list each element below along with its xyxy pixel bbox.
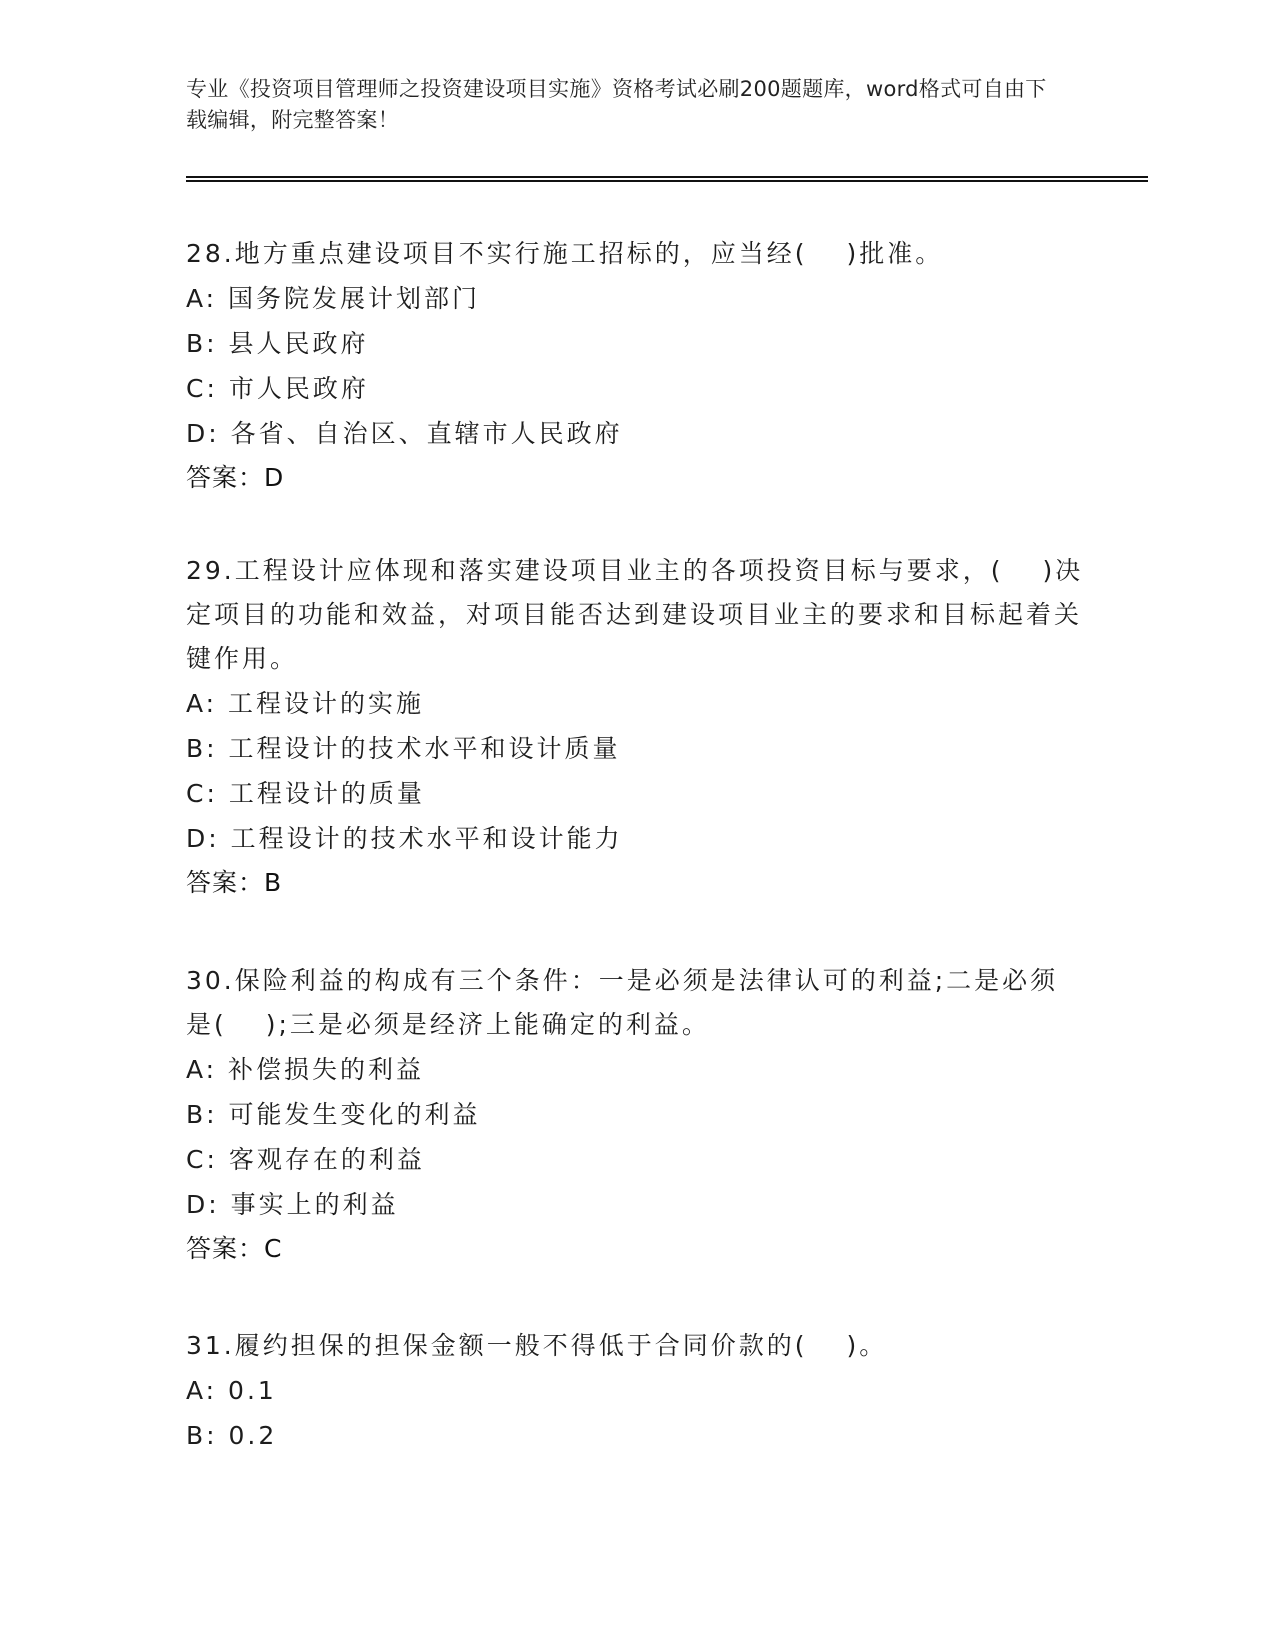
rule-line-top	[186, 176, 1148, 178]
question-stem: 30.保险利益的构成有三个条件：一是必须是法律认可的利益;二是必须是( );三是必须是经济上能确定的利益。	[186, 966, 1059, 1039]
question-31	[186, 1324, 1086, 1458]
option-a: A: 工程设计的实施	[186, 689, 425, 718]
answer: 答案：D	[186, 463, 285, 492]
option-d: D: 事实上的利益	[186, 1190, 399, 1219]
header-double-rule	[186, 176, 1148, 182]
option-b: B: 0.2	[186, 1421, 278, 1450]
question-28	[186, 232, 1086, 500]
question-stem: 28.地方重点建设项目不实行施工招标的，应当经( )批准。	[186, 239, 944, 268]
option-a: A: 0.1	[186, 1376, 277, 1405]
option-d: D: 各省、自治区、直辖市人民政府	[186, 419, 623, 448]
option-b: B: 可能发生变化的利益	[186, 1100, 481, 1129]
question-stem: 31.履约担保的担保金额一般不得低于合同价款的( )。	[186, 1331, 888, 1360]
question-30	[186, 959, 1086, 1271]
document-header: 专业《投资项目管理师之投资建设项目实施》资格考试必刷200题题库，word格式可自由下载编辑，附完整答案！	[186, 77, 1047, 132]
option-c: C: 工程设计的质量	[186, 779, 425, 808]
option-b: B: 县人民政府	[186, 329, 369, 358]
question-stem: 29.工程设计应体现和落实建设项目业主的各项投资目标与要求，( )决定项目的功能和效益，对项目能否达到建设项目业主的要求和目标起着关键作用。	[186, 556, 1084, 673]
option-a: A: 补偿损失的利益	[186, 1055, 425, 1084]
option-a: A: 国务院发展计划部门	[186, 284, 481, 313]
option-d: D: 工程设计的技术水平和设计能力	[186, 824, 623, 853]
question-29	[186, 549, 1086, 905]
option-c: C: 市人民政府	[186, 374, 369, 403]
answer: 答案：C	[186, 1234, 283, 1263]
answer: 答案：B	[186, 868, 283, 897]
option-c: C: 客观存在的利益	[186, 1145, 425, 1174]
rule-line-bottom	[186, 180, 1148, 182]
option-b: B: 工程设计的技术水平和设计质量	[186, 734, 621, 763]
